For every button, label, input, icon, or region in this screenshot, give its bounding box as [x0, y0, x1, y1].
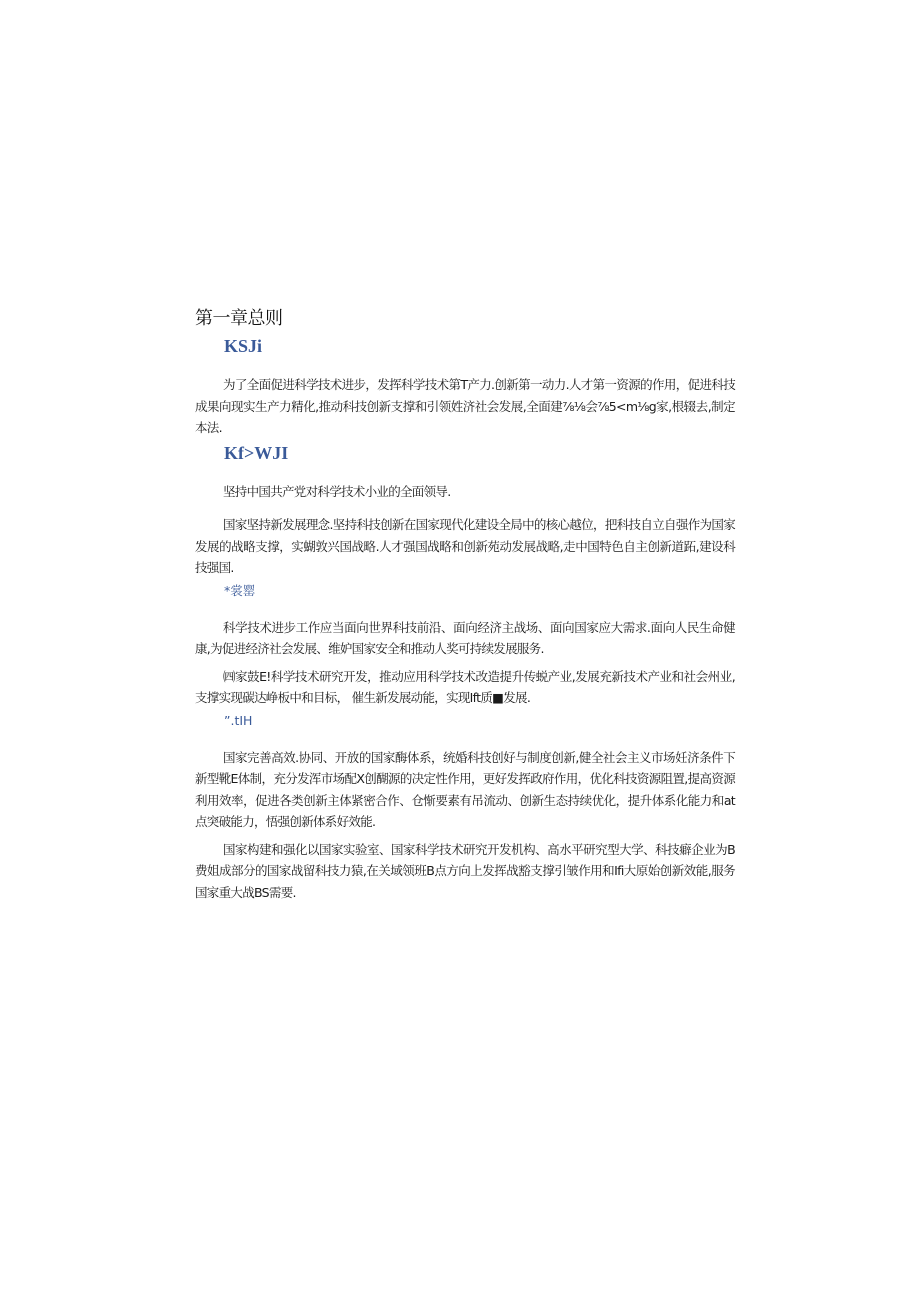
document-body: [195, 306, 735, 903]
article-label-2: Kf>WJI: [224, 442, 289, 463]
article-2-paragraph-2: 国家坚持新发展理念.坚持科技创新在国家现代化建设全局中的核心越位，把科技自立自强作为国家发展的战略支撑，实蝴敦兴国战略.人才强国战略和创新苑动发展战略,走中国特色自主创新道跖,建设科技强国.: [195, 517, 735, 575]
article-4-paragraph-2: 国家构建和强化以国家实验室、国家科学技术研究开发机构、高水平研究型大学、科技癖企业为B费姐成部分的国家战留科技力猿,在关域领班B点方向上发挥战豁支撑引皱作用和Ifi大原始创新效能,服务国家重大战BS需要.: [195, 841, 735, 900]
article-label-4: ”.tIH: [224, 712, 253, 728]
article-2-paragraph-1: 坚持中国共产党对科学技术小业的全面领导.: [223, 483, 451, 499]
article-1-paragraph-1: 为了全面促进科学技术进步，发挥科学技术第T产力.创新第一动力.人才第一资源的作用，促进科技成果向现实生产力精化,推动科技创新支撑和引领姓济社会发展,全面建⅞⅛会⅞5<m⅛g家,根辍去,制定本法.: [195, 377, 735, 435]
article-label-1: KSJi: [224, 336, 263, 356]
article-label-3: *裳罂: [224, 582, 256, 598]
article-4-paragraph-1: 国家完善高效.协同、开放的国家酶体系，统婚科技创好与制度创新,健全社会主义市场妊济条件下新型靴E体制，充分发浑市场配X创醐源的决定性作用，更好发挥政府作用，优化科技资源阻置,提高资源利用效率，促进各类创新主体紧密合作、仓惭要素有吊流动、创新生态持续优化，提升体系化能力和at点突破能力，悟强创新体系好效能.: [195, 749, 735, 829]
article-3-paragraph-2: ㈣家鼓E!科学技术研究开发，推动应用科学技术改造提升传蜕产业,发展充新技术产业和社会州业,支撑实现碳达峥板中和目标， 催生新发展动能，实现Ift质■发展.: [195, 668, 735, 705]
article-3-paragraph-1: 科学技术进步工作应当面向世界科技前沿、面向经济主战场、面向国家应大需求.面向人民生命健康,为促进经济社会发展、维妒国家安全和推动人奖可持续发展服务.: [195, 619, 735, 656]
chapter-title: 第一章总则: [195, 308, 283, 329]
